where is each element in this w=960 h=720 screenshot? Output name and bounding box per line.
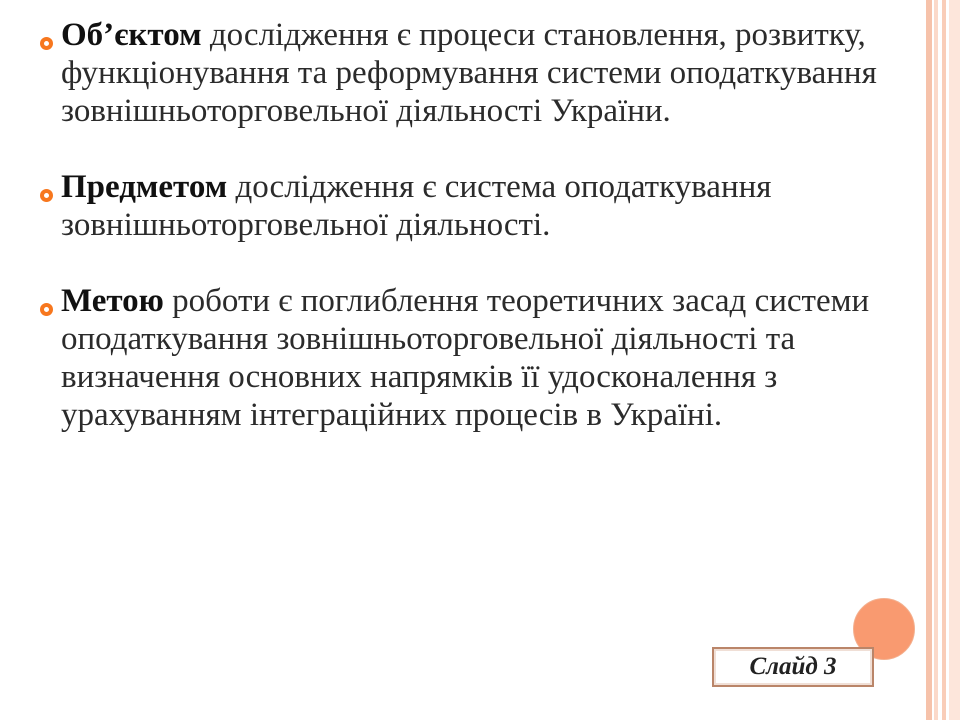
list-item-object (40, 16, 890, 130)
bullet-icon (40, 303, 53, 316)
bullet-icon (40, 189, 53, 202)
item-text (61, 168, 890, 244)
border-stripe (934, 0, 938, 720)
border-stripe (942, 0, 946, 720)
list-item-goal (40, 282, 890, 434)
border-stripe (926, 0, 932, 720)
slide-content (40, 16, 890, 434)
item-keyword: Предметом (61, 169, 228, 205)
item-body: роботи є поглиблення теоретичних засад системи оподаткування зовнішньоторговельної діяльності та визначення основних напрямків її удосконалення з урахуванням інтеграційних процесів в Україні. (61, 283, 870, 433)
bullet-icon (40, 37, 53, 50)
border-stripe (949, 0, 960, 720)
item-body: дослідження є процеси становлення, розвитку, функціонування та реформування системи оподаткування зовнішньоторговельної діяльності України. (61, 17, 877, 129)
item-text (61, 16, 890, 130)
item-keyword: Об’єктом (61, 17, 202, 53)
item-body: дослідження є система оподаткування зовнішньоторговельної діяльності. (61, 169, 772, 243)
item-text (61, 282, 890, 434)
item-keyword: Метою (61, 283, 164, 319)
slide-number-label: Слайд 3 (712, 647, 874, 687)
list-item-subject (40, 168, 890, 244)
